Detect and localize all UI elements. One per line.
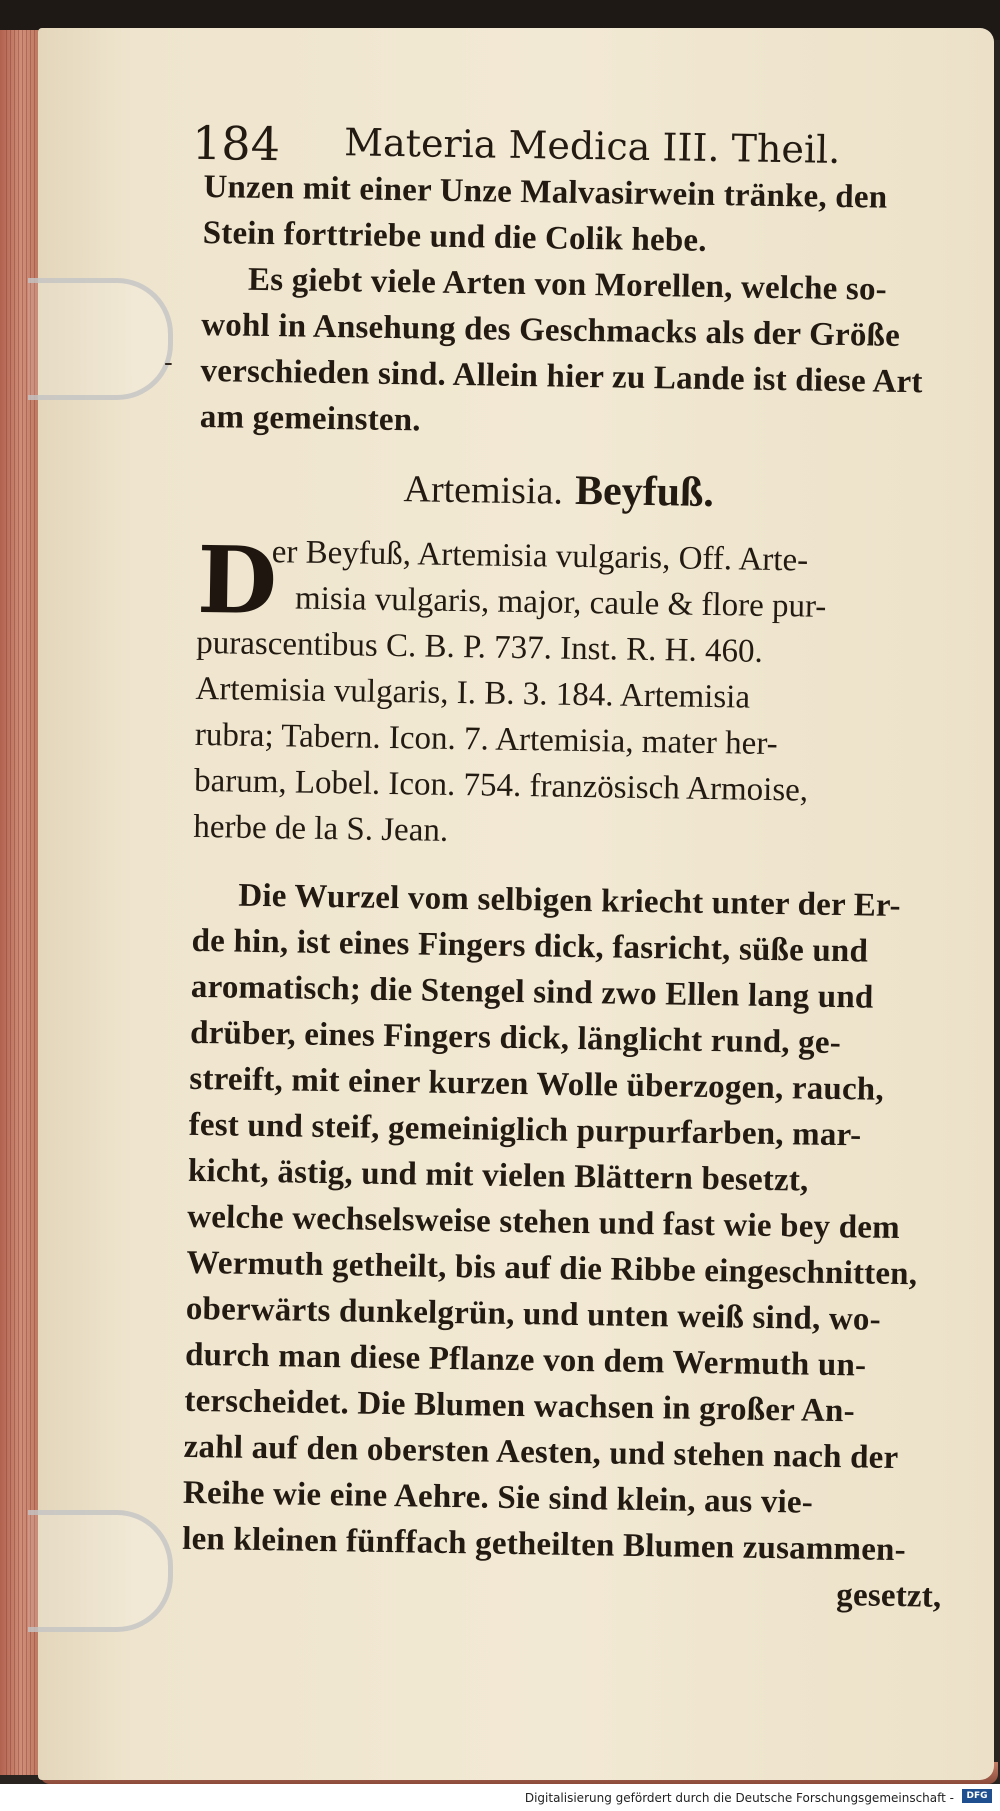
page-number: 184	[191, 115, 281, 172]
text-line: len kleinen fünffach getheilten Blumen zusammen-	[181, 1520, 907, 1569]
text-line: misia vulgaris, major, caule & flore pur-	[294, 580, 827, 625]
running-title: Materia Medica III. Theil.	[343, 120, 841, 172]
text-line: er Beyfuß, Artemisia vulgaris, Off. Arte-	[271, 534, 809, 579]
page-text-block	[181, 90, 965, 1620]
text-line: oberwärts dunkelgrün, und unten weiß sind, wo-	[185, 1290, 882, 1338]
text-line: aromatisch; die Stengel sind zwo Ellen lang und	[190, 968, 874, 1016]
drop-cap: D	[196, 525, 278, 636]
text-line: terscheidet. Die Blumen wachsen in großer An-	[184, 1382, 856, 1430]
text-line: durch man diese Pflanze von dem Wermuth un-	[184, 1336, 867, 1384]
text-line: streift, mit einer kurzen Wolle überzogen, rauch,	[189, 1060, 885, 1108]
text-line: purascentibus C. B. P. 737. Inst. R. H. 460.	[196, 624, 764, 670]
synonyms-paragraph	[193, 525, 958, 862]
text-line: drüber, eines Fingers dick, länglicht rund, ge-	[189, 1014, 842, 1062]
text-line: herbe de la S. Jean.	[193, 808, 449, 849]
text-line: Artemisia vulgaris, I. B. 3. 184. Artemisia	[195, 670, 751, 716]
text-line: wohl in Ansehung des Geschmacks als der Größe	[201, 306, 901, 354]
digitization-footer	[0, 1784, 1000, 1811]
text-line: Stein forttriebe und die Colik hebe.	[202, 214, 708, 259]
heading-latin: Artemisia.	[403, 468, 564, 513]
section-heading	[198, 442, 959, 540]
text-line: fest und steif, gemeiniglich purpurfarben, mar-	[188, 1106, 862, 1154]
text-line: barum, Lobel. Icon. 754. französisch Armoise,	[193, 762, 809, 809]
text-line: Es giebt viele Arten von Morellen, welche so-	[247, 261, 888, 308]
heading-german: Beyfuß.	[574, 467, 715, 517]
footer-credit: Digitalisierung gefördert durch die Deutsche Forschungsgemeinschaft -	[524, 1791, 954, 1805]
text-line: zahl auf den obersten Aesten, und stehen nach der	[183, 1428, 899, 1477]
text-line: de hin, ist eines Fingers dick, fasricht, süße und	[191, 922, 869, 970]
dfg-logo: DFG	[962, 1789, 992, 1803]
paper-clip-bottom	[28, 1510, 173, 1632]
text-line: rubra; Tabern. Icon. 7. Artemisia, mater her-	[194, 716, 778, 763]
text-line: Reihe wie eine Aehre. Sie sind klein, aus vie-	[182, 1474, 814, 1521]
text-line: welche wechselsweise stehen und fast wie bey dem	[187, 1198, 901, 1247]
margin-mark: -	[164, 348, 173, 378]
paper-clip-top	[28, 278, 173, 400]
text-line: Wermuth getheilt, bis auf die Ribbe eingeschnitten,	[186, 1244, 918, 1293]
catchword: gesetzt,	[836, 1577, 942, 1615]
text-line: verschieden sind. Allein hier zu Lande ist diese Art	[200, 352, 923, 401]
paragraph-morellen	[200, 256, 963, 452]
text-line: Die Wurzel vom selbigen kriecht unter der Er-	[238, 877, 902, 925]
text-line: Unzen mit einer Unze Malvasirwein tränke, den	[203, 168, 888, 216]
running-header	[191, 90, 965, 176]
text-line: kicht, ästig, und mit vielen Blättern besetzt,	[187, 1152, 809, 1199]
description-paragraph	[182, 872, 953, 1574]
intro-continuation	[202, 164, 963, 268]
text-line: am gemeinsten.	[199, 398, 422, 439]
